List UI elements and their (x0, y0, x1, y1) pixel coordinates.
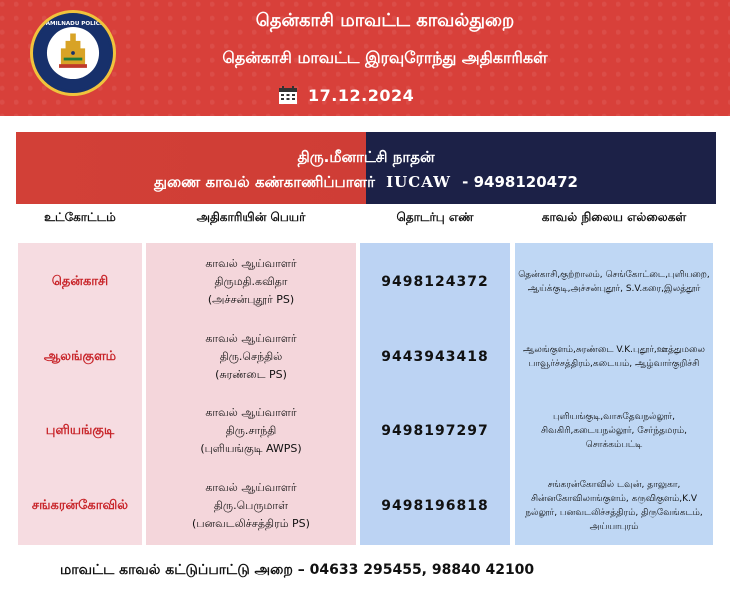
officer-person-name: திரு.செந்தில் (219, 350, 283, 363)
officer-rank: காவல் ஆய்வாளர் (205, 332, 297, 345)
officer-name: திரு.மீனாட்சி நாதன் (297, 148, 435, 166)
officer-rank: காவல் ஆய்வாளர் (205, 257, 297, 270)
svg-text:TAMILNADU POLICE: TAMILNADU POLICE (42, 21, 104, 28)
contact-number: 9498124372 (381, 274, 489, 290)
subdivision-name: ஆலங்குளம் (43, 349, 117, 364)
date-text: 17.12.2024 (308, 85, 415, 105)
control-room-footer (60, 562, 700, 580)
tamilnadu-police-logo-icon (30, 10, 116, 96)
officer-person-name: திரு.பெருமாள் (213, 499, 289, 512)
officer-person-name: திருமதி.கவிதா (214, 275, 288, 288)
officer-unit: IUCAW (386, 173, 451, 191)
table-row (0, 244, 730, 320)
officer-details (146, 244, 356, 320)
officer-station: (புளியங்குடி AWPS) (200, 442, 302, 455)
officer-rank: காவல் ஆய்வாளர் (205, 406, 297, 419)
officer-station: (அச்சன்புதூர் PS) (207, 293, 295, 306)
district-police-title: தென்காசி மாவட்ட காவல்துறை (255, 10, 515, 31)
table-row (0, 394, 730, 468)
contact-number: 9443943418 (381, 349, 489, 365)
subdivision-name: புளியங்குடி (45, 423, 115, 438)
subdivision-name: சங்கரன்கோவில் (31, 498, 129, 513)
contact-number: 9498197297 (381, 423, 489, 439)
column-header-station-limits: காவல் நிலைய எல்லைகள் (541, 210, 687, 224)
officer-person-name: திரு.சாந்தி (225, 424, 277, 437)
contact-number: 9498196818 (381, 498, 489, 514)
officer-designation-line (16, 173, 716, 193)
column-header-subdivision: உட்கோட்டம் (44, 210, 116, 224)
table-row (0, 320, 730, 394)
column-header-officer-name: அதிகாரியின் பெயர் (196, 210, 306, 224)
control-room-phones: – 04633 295455, 98840 42100 (297, 562, 535, 578)
officer-band (16, 132, 716, 204)
officer-station: (சுரண்டை PS) (215, 368, 287, 381)
night-patrol-officers-title: தென்காசி மாவட்ட இரவுரோந்து அதிகாரிகள் (222, 48, 548, 67)
officer-designation: துணை காவல் கண்காணிப்பாளர் (153, 173, 375, 191)
table-row (0, 468, 730, 544)
station-limits: ஆலங்குளம்,சுரண்டை V.K.புதூர்,ஊத்துமலை பாவூர்ச்சத்திரம்,கடையம், ஆழ்வார்குறிச்சி (522, 345, 705, 369)
officer-station: (பனவடலிச்சத்திரம் PS) (192, 517, 310, 530)
station-limits: சங்கரன்கோவில் டவுன், தாலுகா, சின்னகோவிலாங்குளம், கருவிகுளம்,K.V நல்லூர், பனவடலிச்சத்திரம், திருவேங்கடம், அய்யாபுரம் (525, 480, 703, 532)
subdivision-name: தென்காசி (51, 274, 109, 289)
header-banner (0, 0, 730, 116)
control-room-label: மாவட்ட காவல் கட்டுப்பாட்டு அறை (60, 562, 293, 578)
officer-rank: காவல் ஆய்வாளர் (205, 481, 297, 494)
station-limits: தென்காசி,குற்றாலம், செங்கோட்டை,புளியறை, ஆய்க்குடி,அச்சன்புதூர், S.V.கரை,இலத்தூர் (518, 270, 710, 294)
date-row (278, 84, 414, 106)
officer-phone: - 9498120472 (462, 173, 578, 191)
station-limits: புளியங்குடி,வாசுதேவநல்லூர், சிவகிரி,கடையநல்லூர், சேர்ந்தமரம், சொக்கம்பட்டி (541, 412, 687, 450)
officer-details (146, 320, 356, 394)
calendar-icon (278, 85, 298, 105)
column-header-contact: தொடர்பு எண் (396, 210, 474, 224)
officer-details (146, 394, 356, 468)
officer-details (146, 468, 356, 544)
